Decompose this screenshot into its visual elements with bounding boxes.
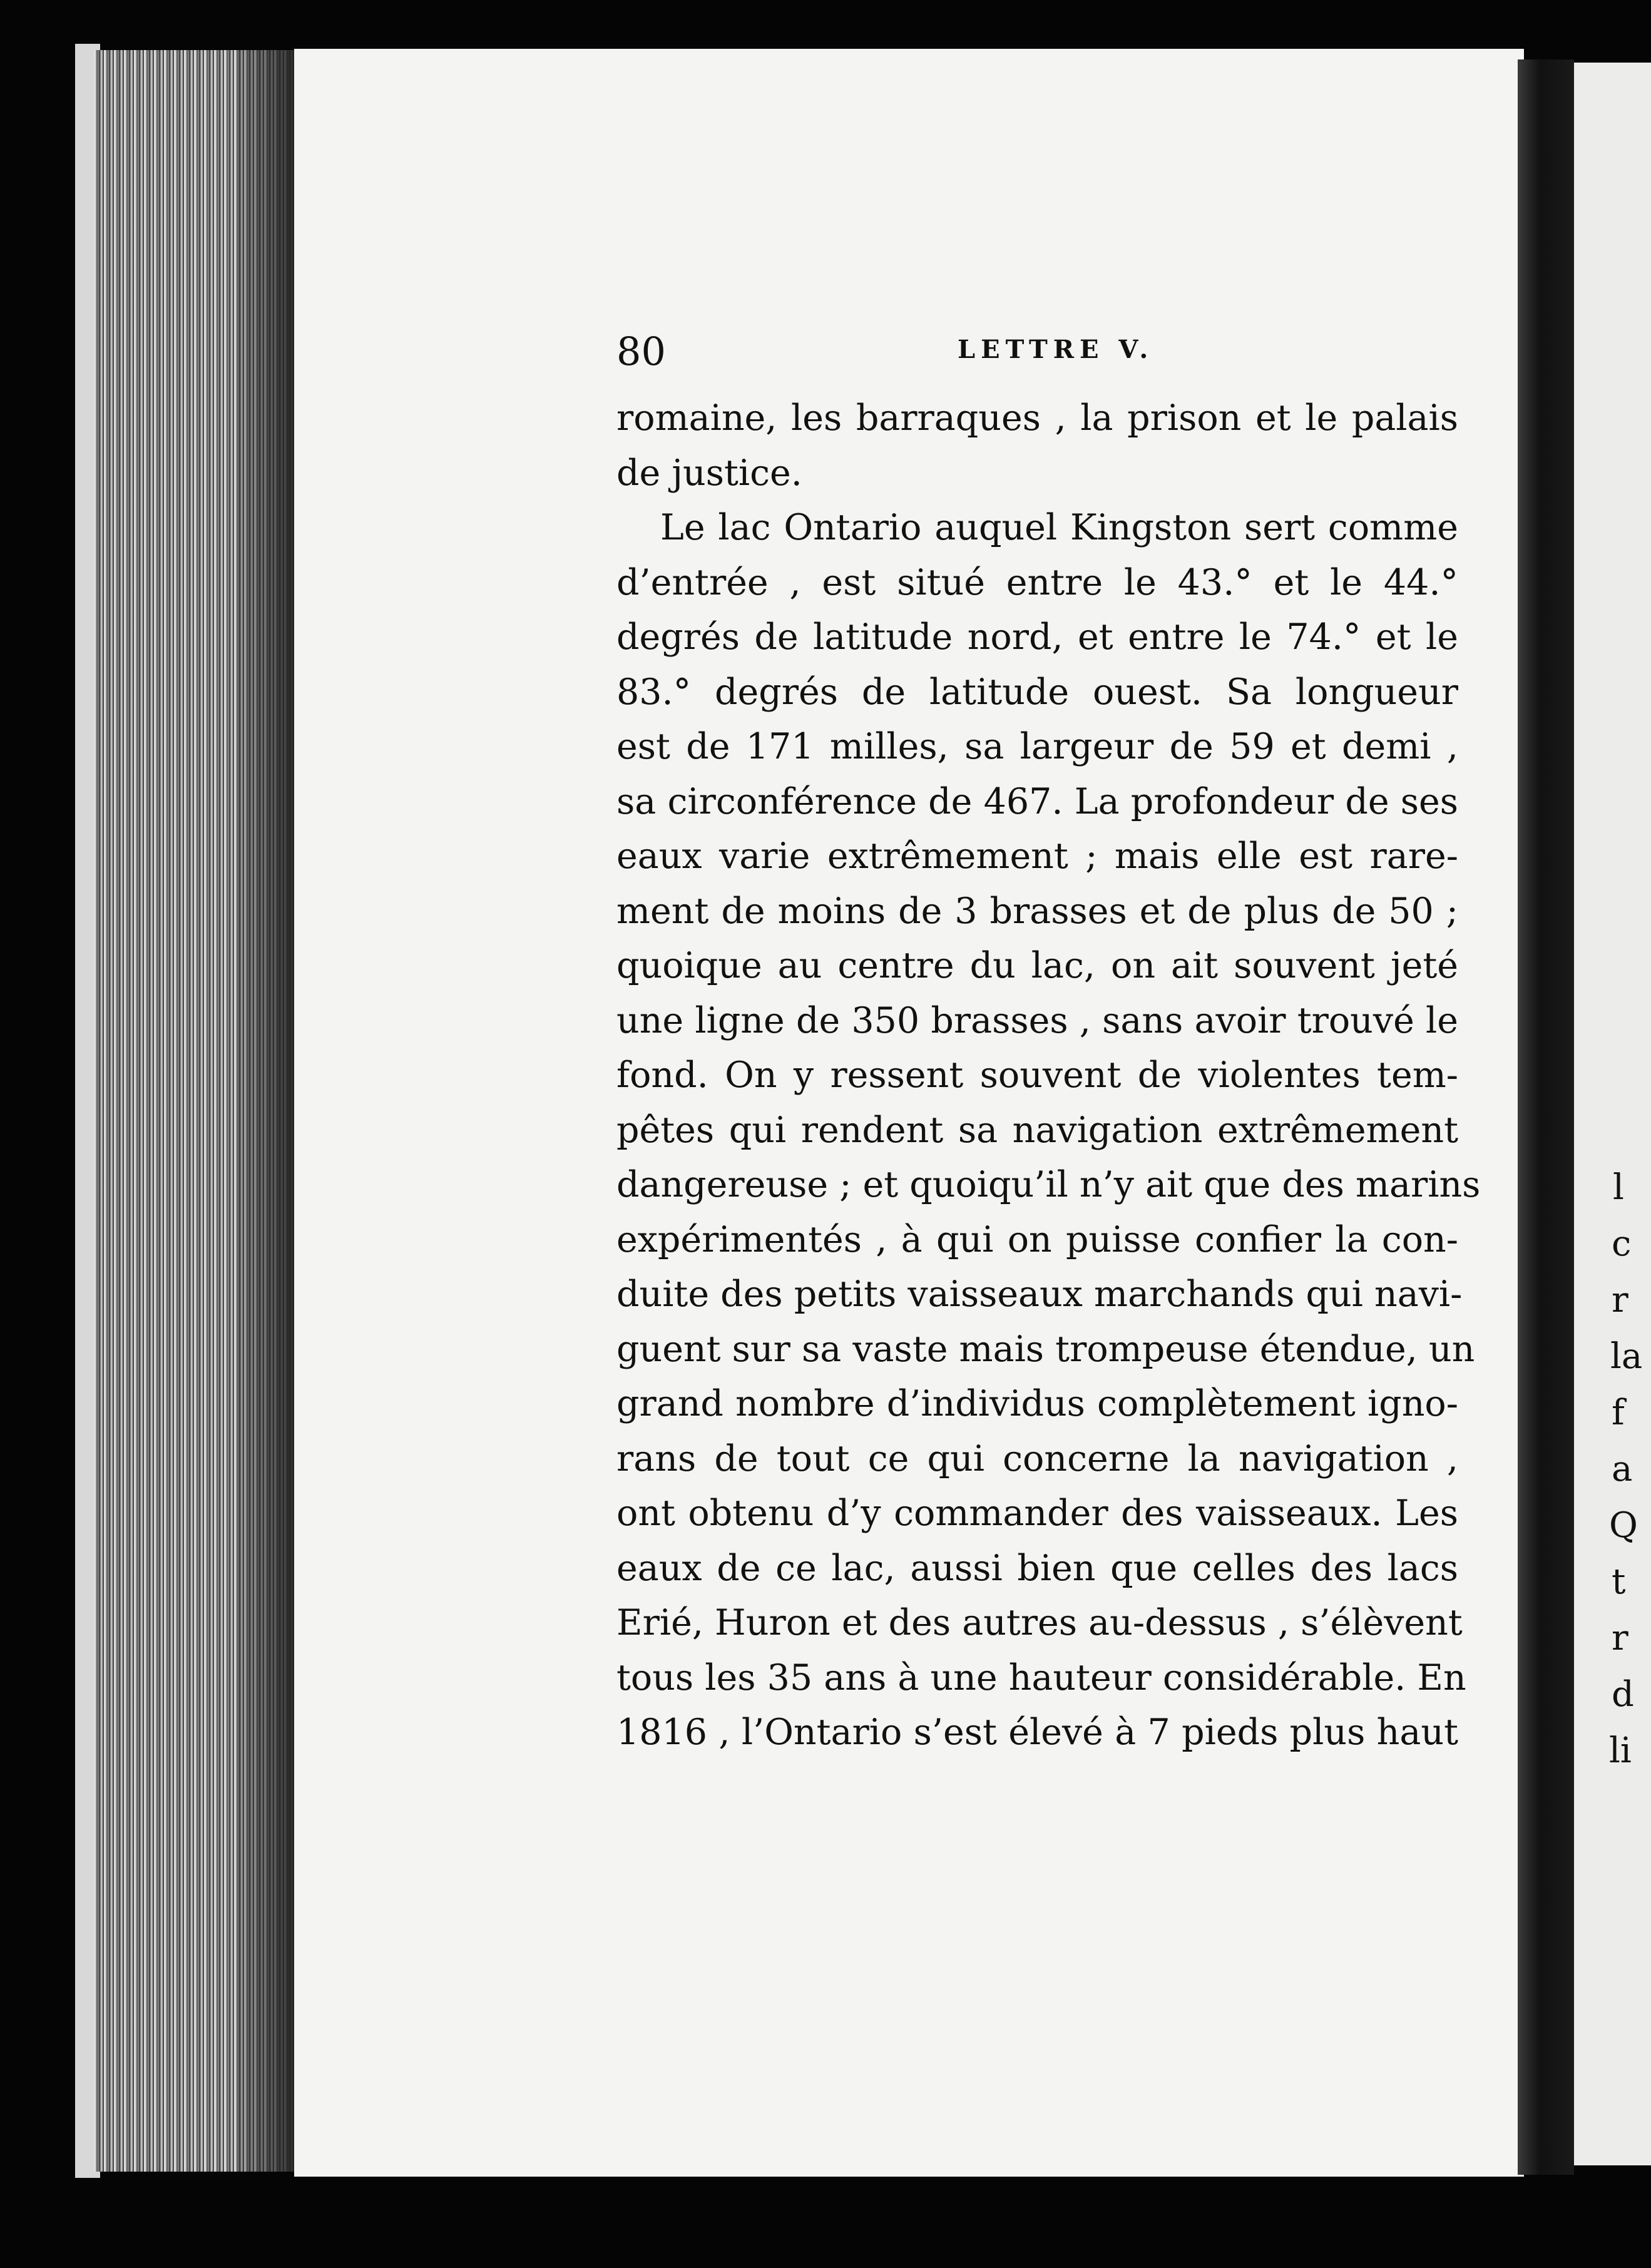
text-line: ont obtenu d’y commander des vaisseaux. Les [616, 1493, 1458, 1534]
facing-page-edge [1574, 63, 1651, 2165]
body-text [616, 391, 1481, 1760]
text-line: Erié, Huron et des autres au-dessus , s’élèvent [616, 1602, 1463, 1643]
text-line: quoique au centre du lac, on ait souvent jeté [616, 945, 1458, 986]
text-line: est de 171 milles, sa largeur de 59 et demi , [616, 726, 1458, 767]
text-line: grand nombre d’individus complètement igno- [616, 1383, 1458, 1424]
text-line: de justice. [616, 452, 802, 494]
facing-page-fragment: la [1610, 1336, 1643, 1377]
text-line: d’entrée , est situé entre le 43.° et le 44.° [616, 561, 1458, 603]
running-head [616, 329, 1458, 385]
text-line: duite des petits vaisseaux marchands qui navi- [616, 1274, 1463, 1315]
facing-page-fragment: d [1612, 1674, 1634, 1715]
text-line: ment de moins de 3 brasses et de plus de 50 ; [616, 890, 1458, 932]
text-line: Le lac Ontario auquel Kingston sert comme [660, 507, 1458, 548]
text-line: eaux de ce lac, aussi bien que celles des lacs [616, 1547, 1458, 1589]
facing-page-fragment: a [1612, 1449, 1633, 1489]
text-line: rans de tout ce qui concerne la navigation , [616, 1438, 1458, 1479]
text-line: pêtes qui rendent sa navigation extrêmement [616, 1109, 1458, 1151]
text-line: 1816 , l’Ontario s’est élevé à 7 pieds plus haut [616, 1712, 1458, 1753]
text-line: sa circonférence de 467. La profondeur de ses [616, 780, 1458, 822]
text-line: eaux varie extrêmement ; mais elle est rare- [616, 835, 1458, 877]
text-line: romaine, les barraques , la prison et le palais [616, 397, 1458, 439]
facing-page-fragment: r [1612, 1280, 1628, 1320]
text-line: tous les 35 ans à une hauteur considérable. En [616, 1657, 1466, 1698]
fore-edge-shadow [238, 50, 294, 2172]
page-number: 80 [616, 329, 666, 374]
facing-page-fragment: c [1612, 1223, 1632, 1264]
text-line: degrés de latitude nord, et entre le 74.° et le [616, 616, 1458, 658]
facing-page-fragment: li [1609, 1730, 1632, 1771]
facing-page-fragment: Q [1609, 1505, 1638, 1546]
text-line: expérimentés , à qui on puisse confier la con- [616, 1218, 1458, 1260]
facing-page-fragment: r [1612, 1618, 1628, 1658]
text-line: fond. On y ressent souvent de violentes tem- [616, 1055, 1458, 1096]
text-line: 83.° degrés de latitude ouest. Sa longueur [616, 671, 1458, 713]
facing-page-fragment: l [1613, 1167, 1624, 1208]
text-line: une ligne de 350 brasses , sans avoir trouvé le [616, 999, 1458, 1041]
chapter-header: LETTRE V. [958, 335, 1154, 364]
facing-page-fragment: f [1612, 1392, 1625, 1433]
facing-page-fragment: t [1612, 1561, 1626, 1602]
text-line: dangereuse ; et quoiqu’il n’y ait que des marins [616, 1164, 1481, 1205]
text-line: guent sur sa vaste mais trompeuse étendue, un [616, 1328, 1475, 1370]
page-gutter [1518, 59, 1574, 2175]
